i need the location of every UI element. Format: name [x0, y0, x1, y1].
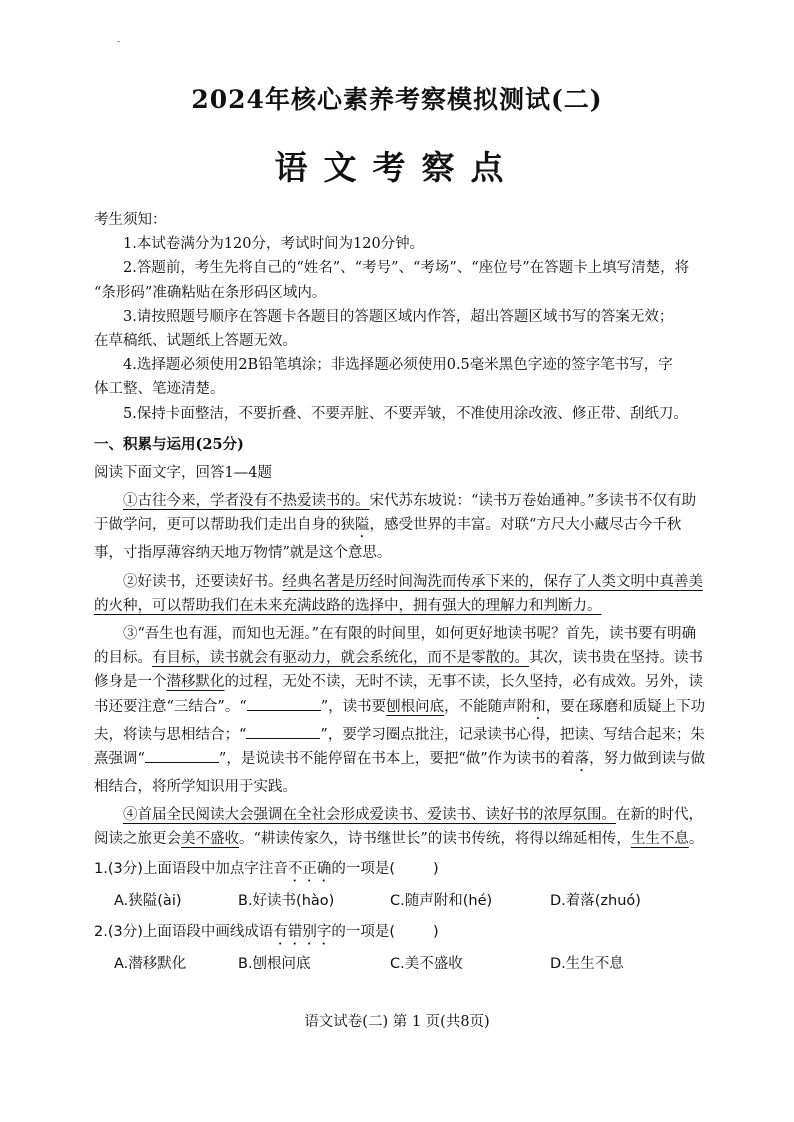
- underlined-idiom: 刨根问底: [386, 698, 445, 715]
- question-text: 的一项是(: [331, 923, 396, 940]
- question-text: 2.(3分)上面语段中画线成语: [94, 923, 274, 940]
- exam-body: [94, 208, 706, 976]
- question-2-options: [94, 952, 706, 976]
- passage-text: 宋代苏东坡说：“读书万卷始通神。”多读书不仅有助于做学问，更可以帮助我们走出自身的狭: [94, 493, 697, 534]
- option-d: D.着落(zhuó): [550, 893, 641, 910]
- underlined-sentence: ①古往今来，学者没有不热爱读书的。: [123, 493, 370, 510]
- question-text: ): [433, 923, 439, 940]
- passage-text: ③“吾生也有涯，而知也无涯。”在有限的时间里，如何更好地读书呢？首先，读书要有明确的目标。: [94, 626, 697, 667]
- dotted-char: 和: [531, 698, 546, 715]
- notice-item-1: 1.本试卷满分为120分，考试时间为120分钟。: [123, 236, 425, 253]
- passage-text: ，感受世界的丰富。对联“方尺大小藏尽古今千秋事，寸指厚薄容纳天地万物情”就是这个意思。: [94, 517, 682, 562]
- option-b: B.好读书(hào): [238, 893, 335, 910]
- notice-item-3-cont: 在草稿纸、试题纸上答题无效。: [94, 333, 297, 350]
- passage-text: ”，是说读书不能停留在书本上，要把“做”作为读书的着: [218, 750, 575, 767]
- underlined-sentence: 有目标，读书就会有驱动力，就会系统化，而不是零散的。: [152, 650, 529, 667]
- passage-paragraph-4: [94, 803, 706, 851]
- dotted-char: 落: [574, 750, 590, 767]
- passage-text: 的过程，无处不读，无时不读，无事不读，长久坚持，必有成效。另外，读书还要注意“三结合”。“: [94, 674, 703, 715]
- question-text: 的一项是(: [331, 861, 396, 878]
- question-text: ): [433, 861, 439, 878]
- option-c: C.随声附和(hé): [390, 893, 493, 910]
- option-d: D.生生不息: [550, 955, 624, 972]
- notice-item-2-cont: “条形码”准确粘贴在条形码区域内。: [94, 284, 327, 301]
- option-a: A.狭隘(ài): [114, 893, 182, 910]
- passage-text: 。: [688, 831, 704, 848]
- question-1-options: [94, 889, 706, 913]
- dotted-emphasis: 有错别字: [273, 923, 332, 940]
- passage-text: 。“耕读传家久，诗书继世长”的读书传统，将得以绵延相传，: [239, 831, 631, 848]
- scan-speck: [117, 41, 120, 42]
- fill-blank: [247, 696, 321, 711]
- notice-item-4: 4.选择题必须使用2B铅笔填涂；非选择题必须使用0.5毫米黑色字迹的签字笔书写，字: [123, 357, 673, 374]
- underlined-idiom: 美不盛收: [181, 831, 239, 848]
- passage-text: ，要在琢磨和质疑上下功夫，将读与思相结合；“: [94, 698, 706, 743]
- underlined-idiom: 潜移默化: [166, 674, 225, 691]
- passage-paragraph-3: [94, 622, 706, 799]
- notice-item-4-cont: 体工整、笔迹清楚。: [94, 381, 225, 398]
- underlined-sentence: ④首届全民阅读大会强调在全社会形成爱读书、爱读书、读好书的浓厚氛围。: [123, 807, 616, 824]
- page-footer: 语文试卷(二) 第 1 页(共8页): [304, 1014, 490, 1030]
- underlined-idiom: 生生不息: [630, 831, 689, 848]
- reading-instruction: 阅读下面文字，回答1—4题: [94, 465, 272, 482]
- passage-text: 其次，读书贵在坚持。读书修身是一个: [94, 650, 703, 691]
- fill-blank: [145, 748, 219, 763]
- notice-item-5: 5.保持卡面整洁，不要折叠、不要弄脏、不要弄皱，不准使用涂改液、修正带、刮纸刀。: [123, 405, 688, 422]
- passage-paragraph-2: [94, 570, 706, 618]
- notice-heading: 考生须知：: [94, 212, 167, 228]
- question-text: 1.(3分)上面语段中加点字注音: [94, 861, 288, 878]
- option-b: B.刨根问底: [238, 955, 311, 972]
- exam-title: 2024年核心素养考察模拟测试(二): [191, 85, 603, 114]
- exam-subject: 语文考察点: [274, 148, 520, 187]
- passage-text: ②好读书，还要读好书。: [123, 573, 283, 590]
- passage-text: ，不能随声附: [444, 698, 532, 715]
- passage-text: ”，要学习圈点批注，记录读书心得，把读、写结合起来；朱熹强调“: [94, 726, 705, 767]
- dotted-emphasis: 不正确: [287, 861, 332, 878]
- question-1-stem: [94, 857, 706, 885]
- notice-item-2: 2.答题前，考生先将自己的“姓名”、“考号”、“考场”、“座位号”在答题卡上填写清楚，将: [123, 260, 690, 277]
- passage-text: ，努力做到读与做相结合，将所学知识用于实践。: [94, 750, 706, 795]
- option-a: A.潜移默化: [114, 955, 187, 972]
- fill-blank: [246, 724, 320, 739]
- underlined-sentence: 经典名著是历经时间淘洗而传承下来的，保存了人类文明中真善美的火种，可以帮助我们在未来充满歧路的选择中，拥有强大的理解力和判断力。: [94, 573, 703, 614]
- passage-paragraph-1: [94, 489, 706, 565]
- section-heading: 一、积累与运用(25分): [94, 435, 244, 453]
- passage-text: 在新的时代，阅读之旅更会: [94, 807, 703, 848]
- dotted-char: 隘: [355, 517, 370, 534]
- question-2-stem: [94, 920, 706, 948]
- notice-item-3: 3.请按照题号顺序在答题卡各题目的答题区域内作答，超出答题区域书写的答案无效；: [123, 308, 674, 325]
- option-c: C.美不盛收: [390, 955, 463, 972]
- passage-text: ”，读书要: [320, 698, 387, 715]
